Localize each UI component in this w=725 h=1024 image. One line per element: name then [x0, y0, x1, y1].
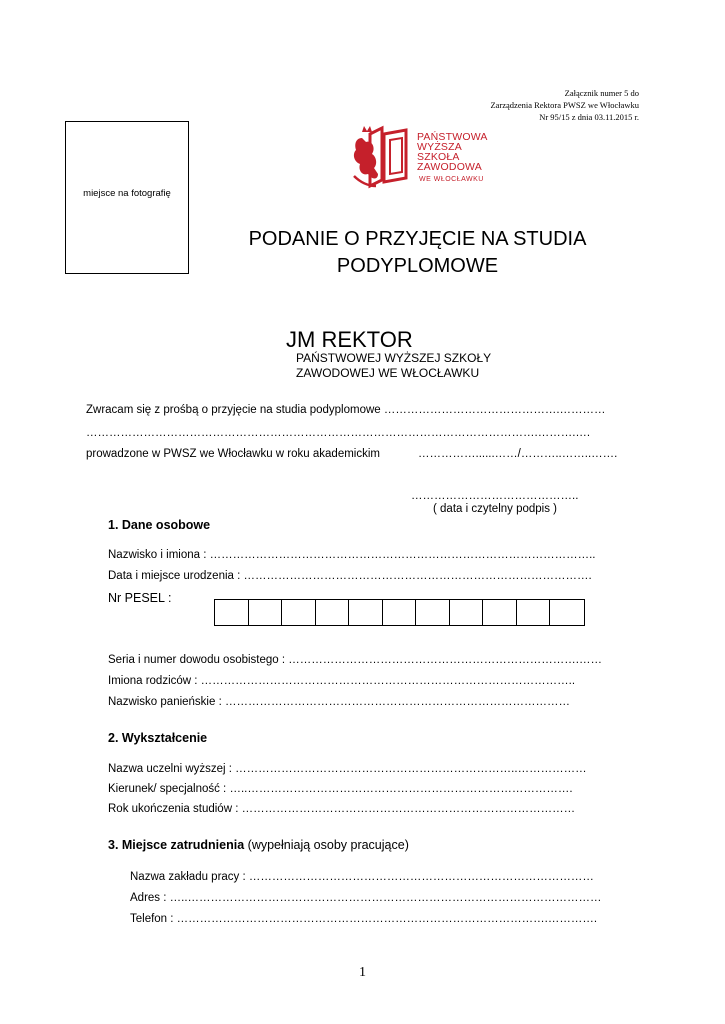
name-field: Nazwisko i imiona : ……………………………………………………………………………………….. — [108, 549, 596, 561]
photo-label: miejsce na fotografię — [83, 188, 171, 199]
annex-line-3: Nr 95/15 z dnia 03.11.2015 r. — [539, 112, 639, 122]
address-field: Adres : …..……………………………………………………………………………………………… — [130, 892, 602, 904]
pesel-digit-box — [316, 600, 350, 625]
section-1-heading: 1. Dane osobowe — [108, 518, 211, 532]
pesel-digit-box — [416, 600, 450, 625]
pesel-digit-box — [517, 600, 551, 625]
annex-line-2: Zarządzenia Rektora PWSZ we Włocławku — [490, 100, 639, 110]
graduation-year-field: Rok ukończenia studiów : …………………………………………………………………………… — [108, 803, 576, 815]
pesel-digit-box — [249, 600, 283, 625]
logo-text-line-4: ZAWODOWA — [417, 161, 482, 173]
page-number: 1 — [359, 965, 366, 980]
signature-field: …………………………………….. — [411, 490, 579, 502]
addressee-line-2: ZAWODOWEJ WE WŁOCŁAWKU — [296, 366, 480, 380]
pesel-digit-box — [282, 600, 316, 625]
parents-field: Imiona rodziców : …………………………………………………………………………………….. — [108, 675, 576, 687]
pesel-digit-box — [383, 600, 417, 625]
section-3-heading-note: (wypełniają osoby pracujące) — [247, 838, 409, 852]
eagle-book-logo-icon — [350, 124, 412, 192]
annex-line-1: Załącznik numer 5 do — [564, 88, 639, 98]
university-field: Nazwa uczelni wyższej : ………………………………………………………………..……………… — [108, 763, 587, 775]
pesel-digit-box — [550, 600, 584, 625]
section-2-heading: 2. Wykształcenie — [108, 731, 208, 745]
birth-field: Data i miejsce urodzenia : ………………………………………………………………………………. — [108, 570, 592, 582]
employer-field: Nazwa zakładu pracy : ……………………………………………………………………………… — [130, 871, 594, 883]
addressee-title: JM REKTOR — [286, 327, 413, 352]
pesel-digit-box — [349, 600, 383, 625]
pesel-digit-box — [450, 600, 484, 625]
specialty-field: Kierunek/ specjalność : …..…………………………………………………………………………. — [108, 783, 573, 795]
pesel-label: Nr PESEL : — [108, 591, 172, 605]
logo-text-line-3: SZKOŁA — [417, 151, 460, 163]
pesel-digit-box — [483, 600, 517, 625]
request-line-1: Zwracam się z prośbą o przyjęcie na studia podyplomowe ……………………………………….………… — [86, 404, 606, 416]
request-line-2: ……………………………………………………………………………………………………….……….…. — [86, 427, 591, 439]
section-3-heading — [108, 838, 409, 852]
section-3-heading-text: 3. Miejsce zatrudnienia — [108, 838, 245, 852]
document-title-line-2: PODYPLOMOWE — [336, 255, 499, 277]
pesel-digit-box — [215, 600, 249, 625]
request-year-label: prowadzone w PWSZ we Włocławku w roku akademickim — [86, 448, 380, 460]
document-title-line-1: PODANIE O PRZYJĘCIE NA STUDIA — [248, 228, 587, 250]
maiden-name-field: Nazwisko panieńskie : ……………………………………………………………………………… — [108, 696, 570, 708]
logo-text-line-1: PAŃSTWOWA — [417, 131, 488, 143]
university-logo — [350, 124, 412, 192]
addressee-line-1: PAŃSTWOWEJ WYŻSZEJ SZKOŁY — [296, 351, 492, 365]
phone-field: Telefon : …………………………………………………………………………………….…………. — [130, 913, 598, 925]
logo-text-line-5: WE WŁOCŁAWKU — [419, 176, 484, 183]
id-card-field: Seria i numer dowodu osobistego : ………………………………………………………………….…… — [108, 654, 602, 666]
signature-label: ( data i czytelny podpis ) — [433, 503, 558, 515]
logo-text-line-2: WYŻSZA — [417, 141, 462, 153]
pesel-boxes — [214, 599, 585, 626]
request-year-field: ……………......……/………..……..……. — [418, 448, 618, 460]
